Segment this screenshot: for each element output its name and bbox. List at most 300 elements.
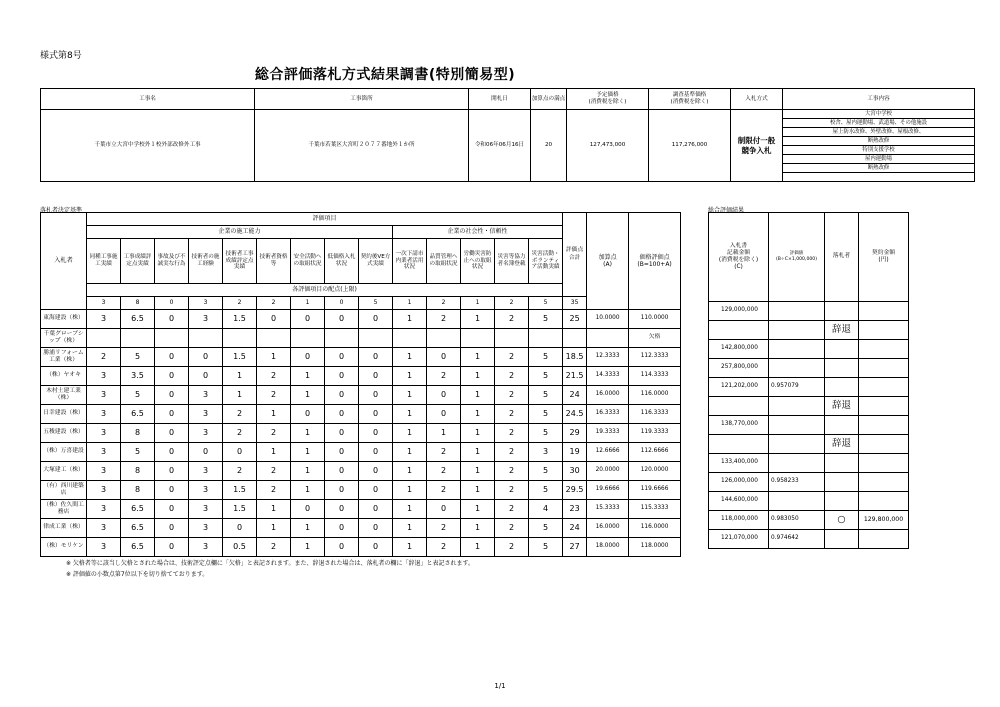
score-cell: 2 — [495, 386, 529, 405]
score-cell: 2 — [427, 481, 461, 500]
eval-section-label: 落札者決定基準 — [40, 207, 83, 214]
score-cell: 1 — [393, 424, 427, 443]
max-points-value: 5 — [359, 297, 393, 310]
score-cell: 2 — [427, 462, 461, 481]
score-cell: 1 — [393, 310, 427, 329]
eval-value — [769, 359, 825, 378]
project-header: 調査基準価格 (消費税を除く) — [649, 89, 731, 110]
price-eval-points: 116.3333 — [629, 405, 681, 424]
score-cell: 0 — [427, 500, 461, 519]
score-cell: 0 — [359, 367, 393, 386]
project-header: 工事箇所 — [255, 89, 469, 110]
max-points-value: 8 — [121, 297, 155, 310]
score-cell: 0 — [359, 348, 393, 367]
eval-column-header: 事故及び不誠実な行為 — [155, 239, 189, 284]
eval-items-header: 評価項目 — [87, 213, 563, 226]
eval-column-header: 一次下請市内業者活用状況 — [393, 239, 427, 284]
contract-amount — [859, 530, 909, 549]
score-cell: 2 — [495, 519, 529, 538]
score-cell: 4 — [529, 500, 563, 519]
work-content-line: 屋内運動場 — [783, 155, 975, 164]
form-number: 様式第8号 — [40, 51, 82, 61]
max-points: 20 — [531, 110, 567, 182]
contract-amount: 129,800,000 — [859, 511, 909, 530]
eval-column-header: 品質管理への取組状況 — [427, 239, 461, 284]
price-eval-header: 価格評価点 (B=100+A) — [629, 213, 681, 310]
score-cell — [461, 329, 495, 348]
score-cell: 1.5 — [223, 310, 257, 329]
score-total: 27 — [563, 538, 587, 557]
eval-value — [769, 340, 825, 359]
eval-value — [769, 302, 825, 321]
score-cell: 0 — [359, 386, 393, 405]
work-content-line: 校舎、屋内運動場、武道場、その他施設 — [783, 119, 975, 128]
score-cell: 1 — [291, 519, 325, 538]
score-total: 19 — [563, 443, 587, 462]
work-content-line: 屋上防水改修、外壁改修、屋根改修、 — [783, 128, 975, 137]
max-points-value: 3 — [87, 297, 121, 310]
score-cell: 1 — [393, 348, 427, 367]
score-cell — [121, 329, 155, 348]
bidder-name: （株）モリケン — [41, 538, 87, 557]
table-row — [41, 424, 681, 443]
score-cell: 5 — [121, 443, 155, 462]
score-cell: 0 — [325, 443, 359, 462]
table-row — [41, 405, 681, 424]
bid-amount: 129,000,000 — [709, 302, 769, 321]
score-cell: 2 — [495, 538, 529, 557]
score-cell: 3 — [189, 481, 223, 500]
score-cell: 3 — [87, 443, 121, 462]
work-content-line — [783, 173, 975, 182]
score-cell: 0 — [325, 519, 359, 538]
score-cell: 2 — [427, 367, 461, 386]
eval-value: 0.957079 — [769, 378, 825, 397]
score-cell: 1 — [461, 424, 495, 443]
winner-mark — [825, 454, 859, 473]
price-eval-points: 115.3333 — [629, 500, 681, 519]
score-cell: 2 — [495, 424, 529, 443]
contract-amount — [859, 302, 909, 321]
score-cell: 6.5 — [121, 310, 155, 329]
project-name: 千葉市立大宮中学校外１校外部改修外工事 — [41, 110, 255, 182]
eval-value: 0.958233 — [769, 473, 825, 492]
score-cell: 0.5 — [223, 538, 257, 557]
score-cell: 1 — [223, 367, 257, 386]
score-cell: 0 — [359, 481, 393, 500]
bid-amount: 133,400,000 — [709, 454, 769, 473]
eval-value — [769, 454, 825, 473]
bidder-name: 木村土建工業（株） — [41, 386, 87, 405]
winner-mark — [825, 473, 859, 492]
score-cell: 0 — [291, 500, 325, 519]
add-points: 18.0000 — [587, 538, 629, 557]
score-cell: 1 — [461, 310, 495, 329]
score-cell: 1 — [393, 367, 427, 386]
score-total: 21.5 — [563, 367, 587, 386]
table-row — [41, 310, 681, 329]
project-header: 工事名 — [41, 89, 255, 110]
score-cell: 0 — [325, 424, 359, 443]
score-cell: 2 — [495, 443, 529, 462]
score-cell: 0 — [359, 424, 393, 443]
price-eval-points: 欠格 — [629, 329, 681, 348]
score-cell: 1 — [393, 405, 427, 424]
score-cell: 2 — [427, 519, 461, 538]
planned-price: 127,473,000 — [567, 110, 649, 182]
score-cell: 3 — [87, 367, 121, 386]
project-header: 工事内容 — [783, 89, 975, 110]
score-cell: 3 — [87, 500, 121, 519]
score-cell: 1 — [291, 367, 325, 386]
score-cell: 2 — [495, 500, 529, 519]
score-cell: 0 — [189, 367, 223, 386]
score-cell: 2 — [495, 462, 529, 481]
score-cell — [87, 329, 121, 348]
add-points: 12.3333 — [587, 348, 629, 367]
score-cell: 1 — [461, 462, 495, 481]
bidder-name: 勝浦リフォーム工業（株） — [41, 348, 87, 367]
add-points: 12.6666 — [587, 443, 629, 462]
table-row — [41, 329, 681, 348]
contract-amount — [859, 378, 909, 397]
score-cell: 1 — [291, 443, 325, 462]
score-total: 18.5 — [563, 348, 587, 367]
table-row — [41, 481, 681, 500]
eval-column-header: 技術者の施工経験 — [189, 239, 223, 284]
table-row — [41, 462, 681, 481]
score-cell: 0 — [291, 405, 325, 424]
score-cell: 1 — [257, 443, 291, 462]
score-cell: 0 — [359, 462, 393, 481]
eval-column-header: 技術者工事成績評定点実績 — [223, 239, 257, 284]
base-price: 117,276,000 — [649, 110, 731, 182]
score-cell: 1 — [291, 386, 325, 405]
score-cell: 1 — [257, 348, 291, 367]
eval-value-header: 評価値 (B÷C×1,000,000) — [769, 213, 825, 302]
score-cell — [529, 329, 563, 348]
score-cell: 2 — [223, 424, 257, 443]
eval-value — [769, 321, 825, 340]
score-cell: 6.5 — [121, 538, 155, 557]
bidder-name: 東海建設（株） — [41, 310, 87, 329]
winner-mark: ○ — [825, 511, 859, 530]
bidder-name: （株）万喜建設 — [41, 443, 87, 462]
score-cell: 0 — [155, 424, 189, 443]
score-cell: 2 — [257, 462, 291, 481]
bid-amount: 118,000,000 — [709, 511, 769, 530]
contract-amount — [859, 492, 909, 511]
score-cell — [359, 329, 393, 348]
winner-mark — [825, 416, 859, 435]
score-cell: 0 — [325, 500, 359, 519]
project-header: 開札日 — [469, 89, 531, 110]
open-date: 令和06年06月16日 — [469, 110, 531, 182]
score-cell: 1 — [393, 500, 427, 519]
score-cell: 1 — [291, 424, 325, 443]
score-total: 24 — [563, 519, 587, 538]
score-cell: 1 — [461, 348, 495, 367]
work-content-line: 大宮中学校 — [783, 110, 975, 119]
eval-value: 0.983050 — [769, 511, 825, 530]
score-cell: 5 — [529, 310, 563, 329]
result-row — [709, 492, 975, 511]
score-cell: 0 — [189, 443, 223, 462]
result-row — [709, 340, 975, 359]
score-cell: 2 — [257, 481, 291, 500]
score-cell: 1 — [257, 519, 291, 538]
price-eval-points: 119.3333 — [629, 424, 681, 443]
score-cell: 8 — [121, 424, 155, 443]
contract-amount — [859, 416, 909, 435]
score-cell: 8 — [121, 481, 155, 500]
eval-column-header: 災害活動・ボランティア活動実績 — [529, 239, 563, 284]
score-cell: 0 — [155, 386, 189, 405]
eval-column-header: 技術者資格等 — [257, 239, 291, 284]
score-cell: 3 — [87, 481, 121, 500]
score-cell: 0 — [325, 386, 359, 405]
project-header: 予定価格 (消費税を除く) — [567, 89, 649, 110]
score-cell: 5 — [529, 519, 563, 538]
project-info-table — [40, 88, 975, 182]
bidder-name: 大塚建工（株） — [41, 462, 87, 481]
score-cell: 0 — [291, 348, 325, 367]
eval-column-header: 労働災害防止への取組状況 — [461, 239, 495, 284]
score-cell: 8 — [121, 462, 155, 481]
score-cell: 0 — [155, 367, 189, 386]
score-cell — [223, 329, 257, 348]
score-cell: 3 — [189, 424, 223, 443]
add-points: 14.3333 — [587, 367, 629, 386]
eval-column-header: 同種工事施工実績 — [87, 239, 121, 284]
eval-column-header: 低価格入札状況 — [325, 239, 359, 284]
score-total — [563, 329, 587, 348]
winner-mark: 辞退 — [825, 397, 859, 416]
eval-column-header: 災害等協力者名簿登載 — [495, 239, 529, 284]
score-cell: 2 — [223, 462, 257, 481]
add-points: 20.0000 — [587, 462, 629, 481]
contract-amount — [859, 473, 909, 492]
score-cell: 3 — [87, 462, 121, 481]
score-cell — [427, 329, 461, 348]
score-cell: 5 — [529, 405, 563, 424]
bidder-name: 律成工業（株） — [41, 519, 87, 538]
eval-column-header: 安全活動への取組状況 — [291, 239, 325, 284]
add-points: 16.0000 — [587, 519, 629, 538]
score-cell: 1 — [393, 538, 427, 557]
add-points: 16.3333 — [587, 405, 629, 424]
result-table — [708, 212, 975, 549]
score-cell: 0 — [427, 348, 461, 367]
eval-value — [769, 435, 825, 454]
score-cell: 1 — [393, 519, 427, 538]
max-points-value: 0 — [325, 297, 359, 310]
score-cell: 2 — [495, 310, 529, 329]
score-total: 30 — [563, 462, 587, 481]
score-total: 29 — [563, 424, 587, 443]
score-cell: 3 — [189, 500, 223, 519]
score-cell: 0 — [257, 310, 291, 329]
score-cell: 1 — [257, 405, 291, 424]
score-cell: 3 — [189, 310, 223, 329]
score-cell: 1 — [461, 481, 495, 500]
score-cell — [257, 329, 291, 348]
score-cell: 1 — [461, 405, 495, 424]
eval-value — [769, 397, 825, 416]
score-cell: 1 — [291, 538, 325, 557]
score-cell: 6.5 — [121, 519, 155, 538]
bidder-name: （有）西川建築店 — [41, 481, 87, 500]
score-total: 24.5 — [563, 405, 587, 424]
max-points-value: 1 — [461, 297, 495, 310]
score-cell: 0 — [325, 367, 359, 386]
max-points-value: 1 — [291, 297, 325, 310]
winner-mark: 辞退 — [825, 321, 859, 340]
winner-mark — [825, 340, 859, 359]
score-cell: 0 — [155, 348, 189, 367]
score-cell — [495, 329, 529, 348]
score-cell: 1 — [393, 462, 427, 481]
max-points-value: 35 — [563, 297, 587, 310]
score-cell: 1 — [223, 386, 257, 405]
bidder-name: 日幸建設（株） — [41, 405, 87, 424]
eval-value: 0.974642 — [769, 530, 825, 549]
score-cell: 1 — [393, 481, 427, 500]
bidder-name: （株）佐久間工務店 — [41, 500, 87, 519]
score-cell: 0 — [359, 443, 393, 462]
score-cell: 0 — [155, 538, 189, 557]
table-row — [41, 348, 681, 367]
score-cell — [155, 329, 189, 348]
score-cell: 1 — [461, 386, 495, 405]
bid-amount: 138,770,000 — [709, 416, 769, 435]
winner-mark — [825, 530, 859, 549]
score-cell: 3 — [189, 386, 223, 405]
contract-amount — [859, 321, 909, 340]
score-cell: 0 — [325, 405, 359, 424]
score-cell: 3 — [189, 538, 223, 557]
work-content-line: 特別支援学校 — [783, 146, 975, 155]
score-cell: 1 — [393, 443, 427, 462]
group-construction-ability: 企業の施工能力 — [87, 226, 393, 239]
score-cell: 1 — [393, 386, 427, 405]
score-cell: 3 — [87, 386, 121, 405]
result-row — [709, 416, 975, 435]
price-eval-points: 116.0000 — [629, 519, 681, 538]
eval-value — [769, 416, 825, 435]
score-cell: 3 — [529, 443, 563, 462]
score-cell: 2 — [427, 310, 461, 329]
bidder-name: （株）ヤオキ — [41, 367, 87, 386]
score-cell: 0 — [223, 443, 257, 462]
add-points: 15.3333 — [587, 500, 629, 519]
score-cell: 2 — [427, 538, 461, 557]
result-row — [709, 511, 975, 530]
score-cell: 5 — [121, 348, 155, 367]
bid-amount: 257,800,000 — [709, 359, 769, 378]
score-cell — [189, 329, 223, 348]
score-cell: 0 — [155, 519, 189, 538]
price-eval-points: 116.0000 — [629, 386, 681, 405]
result-row — [709, 397, 975, 416]
score-cell: 1 — [257, 500, 291, 519]
add-points: 16.0000 — [587, 386, 629, 405]
score-cell: 0 — [325, 348, 359, 367]
max-points-value: 5 — [529, 297, 563, 310]
price-eval-points: 110.0000 — [629, 310, 681, 329]
score-cell: 0 — [155, 405, 189, 424]
score-cell: 1 — [461, 519, 495, 538]
score-cell: 1 — [461, 500, 495, 519]
score-cell: 0 — [359, 500, 393, 519]
table-row — [41, 367, 681, 386]
score-cell: 6.5 — [121, 500, 155, 519]
table-row — [41, 386, 681, 405]
score-cell: 1.5 — [223, 348, 257, 367]
score-cell: 1.5 — [223, 500, 257, 519]
max-points-value: 2 — [427, 297, 461, 310]
max-points-label: 各評価項目の配点(上限) — [87, 284, 563, 297]
score-cell: 3 — [189, 462, 223, 481]
score-cell: 1 — [461, 367, 495, 386]
score-cell — [291, 329, 325, 348]
score-cell: 0 — [325, 481, 359, 500]
score-cell: 5 — [529, 348, 563, 367]
result-row — [709, 359, 975, 378]
score-cell: 0 — [359, 310, 393, 329]
winner-mark — [825, 359, 859, 378]
winner-header: 落札者 — [825, 213, 859, 302]
price-eval-points: 112.6666 — [629, 443, 681, 462]
score-cell: 0 — [291, 310, 325, 329]
score-cell: 1 — [291, 462, 325, 481]
score-cell: 3 — [87, 519, 121, 538]
score-cell: 0 — [155, 500, 189, 519]
max-points-value: 1 — [393, 297, 427, 310]
score-cell: 2 — [257, 386, 291, 405]
max-points-value: 3 — [189, 297, 223, 310]
score-cell: 2 — [257, 424, 291, 443]
project-location: 千葉市若葉区大宮町２０７７番地外１か所 — [255, 110, 469, 182]
score-cell: 6.5 — [121, 405, 155, 424]
score-cell — [393, 329, 427, 348]
add-points: 19.3333 — [587, 424, 629, 443]
score-cell: 1 — [461, 538, 495, 557]
result-section-label: 総合評価結果 — [708, 207, 745, 214]
score-cell: 1 — [291, 481, 325, 500]
note-2: ※ 評価値の小数点第7位以下を切り捨てております。 — [66, 571, 209, 578]
contract-amount — [859, 454, 909, 473]
result-row — [709, 473, 975, 492]
max-points-value: 2 — [495, 297, 529, 310]
score-cell: 2 — [495, 348, 529, 367]
score-cell: 0 — [325, 538, 359, 557]
bid-amount — [709, 321, 769, 340]
score-cell: 0 — [189, 348, 223, 367]
add-points-header: 加算点 (A) — [587, 213, 629, 310]
score-cell: 2 — [87, 348, 121, 367]
contract-amount — [859, 340, 909, 359]
score-cell: 0 — [427, 386, 461, 405]
score-cell: 0 — [359, 538, 393, 557]
winner-mark — [825, 378, 859, 397]
add-points: 19.6666 — [587, 481, 629, 500]
score-cell: 5 — [121, 386, 155, 405]
score-cell: 3 — [87, 424, 121, 443]
score-cell — [325, 329, 359, 348]
add-points — [587, 329, 629, 348]
score-cell: 3.5 — [121, 367, 155, 386]
